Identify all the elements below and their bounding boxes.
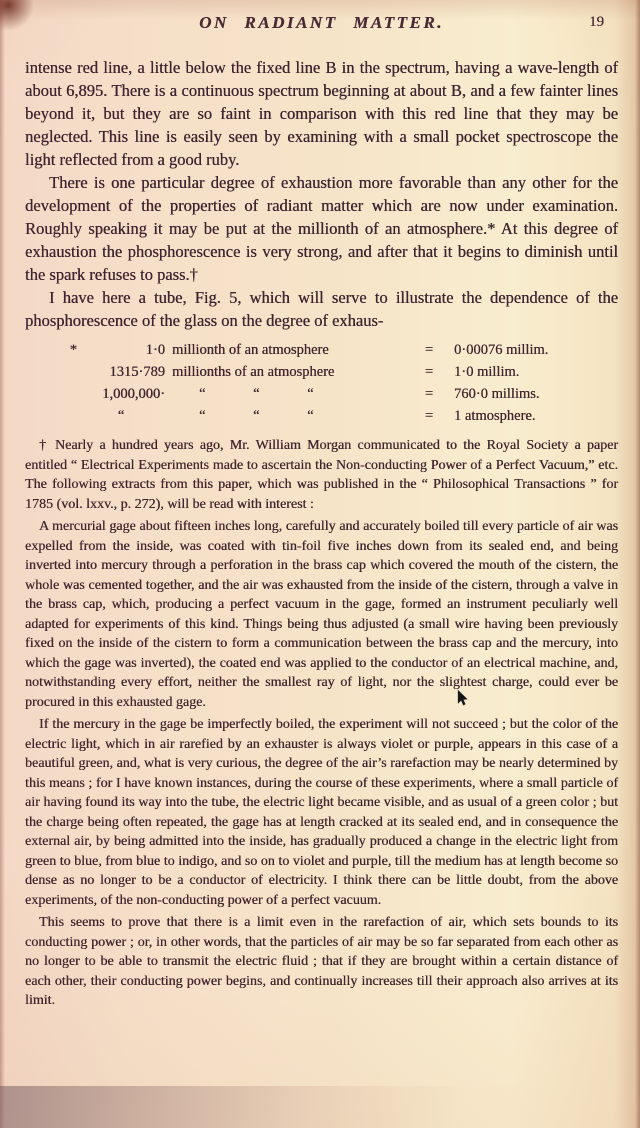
table-value: 0·00076 millim. [454,342,549,358]
equals-sign: = [424,342,434,358]
main-text [25,56,618,332]
table-row [25,339,618,361]
table-quantity: 1·0 [145,342,165,358]
equals-sign: = [424,364,434,380]
table-marker [25,383,77,405]
footnote-extract-2: If the mercury in the gage be imperfectly boiled, the experiment will not succeed ; but the color of the electric light, which in air rarefied by an exhauster is always violet or purple, appears in this case of a beautiful green, and, what is very curious, the degree of the air’s rarefaction may be nearly determined by this means ; for I have known instances, during the course of these experiments, where a small particle of air having found its way into the tube, the electric light became visible, and as usual of a green color ; but the charge being often repeated, the gage has at length cracked at its sealed end, and in consequence the external air, by being admitted into the inside, has gradually produced a change in the electric light from green to blue, from blue to indigo, and so on to violet and purple, till the medium has at length become so dense as no longer to be a conductor of electricity. I think there can be little doubt, from the above experiments, of the non-conducting power of a perfect vacuum. [25,717,618,908]
footnote-extract-1: A mercurial gage about fifteen inches long, carefully and accurately boiled till every particle of air was expelled from the inside, was coated with tin-foil five inches down from its sealed end, and being inverted into mercury through a perforation in the brass cap which covered the mouth of the cistern, the whole was cemented together, and the air was exhausted from the inside of the cistern, through a valve in the brass cap, which, producing a perfect vacuum in the gage, formed an instrument peculiarly well adapted for experiments of this kind. Things being thus adjusted (a small wire having been previously fixed on the inside of the cistern to form a communication between the brass cap and the mercury, into which the gage was inverted), the coated end was applied to the conductor of an electrical machine, and, notwithstanding every effort, neither the smallest ray of light, nor the slightest charge, could ever be procured in this exhausted gage. [25,519,618,710]
body-paragraph-2: There is one particular degree of exhaustion more favorable than any other for the development of the properties of radiant matter which are now under examination. Roughly speaking it may be put at the millionth of an atmosphere.* At this degree of exhaustion the phosphorescence is very strong, and after that it begins to diminish until the spark refuses to pass.† [25,173,618,284]
table-row [25,405,618,427]
table-value: 760·0 millims. [454,386,540,402]
body-paragraph-3: I have here a tube, Fig. 5, which will serve to illustrate the dependence of the phosphorescence of the glass on the degree of exhaus- [25,288,618,330]
equals-sign: = [424,386,434,402]
table-quantity: 1315·789 [109,364,165,380]
ditto-marks: “ “ “ [199,408,314,424]
running-head-title: ON RADIANT MATTER. [199,13,444,32]
asterisk-footnote-marker: * [69,342,77,358]
equals-sign: = [424,408,434,424]
table-value: 1·0 millim. [454,364,520,380]
table-unit: millionths of an atmosphere [172,364,335,380]
table-marker [25,361,77,383]
page-number: 19 [589,14,604,30]
table-value: 1 atmosphere. [454,408,536,424]
ditto-marks: “ “ “ [199,386,314,402]
mouse-cursor [457,690,468,706]
footnotes-section [25,436,618,1011]
body-paragraph-1: intense red line, a little below the fixed line B in the spectrum, having a wave-length of about 6,895. There is a continuous spectrum beginning at about B, and a few fainter lines beyond it, but they are so faint in comparison with this red line that they may be neglected. This line is easily seen by examining with a small pocket spectroscope the light reflected from a good ruby. [25,58,618,169]
table-marker [25,405,77,427]
footnote-conversion-table [25,339,618,427]
page-header [25,0,618,39]
table-unit: millionth of an atmosphere [172,342,329,358]
table-quantity: 1,000,000· [102,386,165,402]
footnote-extract-3: This seems to prove that there is a limit even in the rarefaction of air, which sets bounds to its conducting power ; or, in other words, that the particles of air may be so far separated from each other as no longer to be able to transmit the electric fluid ; that if they are brought within a certain distance of each other, their conducting power begins, and continually increases till their approach also arrives at its limit. [25,915,618,1008]
ditto-marks: “ [117,408,125,424]
page-bottom-shadow [0,1086,640,1128]
table-row [25,383,618,405]
table-row [25,361,618,383]
footnote-dagger-paragraph: † Nearly a hundred years ago, Mr. William Morgan communicated to the Royal Society a paper entitled “ Electrical Experiments made to ascertain the Non-conducting Power of a Perfect Vacuum,” etc. The following extracts from this paper, which was published in the “ Philosophical Transactions ” for 1785 (vol. lxxv., p. 272), will be read with interest : [25,438,618,512]
